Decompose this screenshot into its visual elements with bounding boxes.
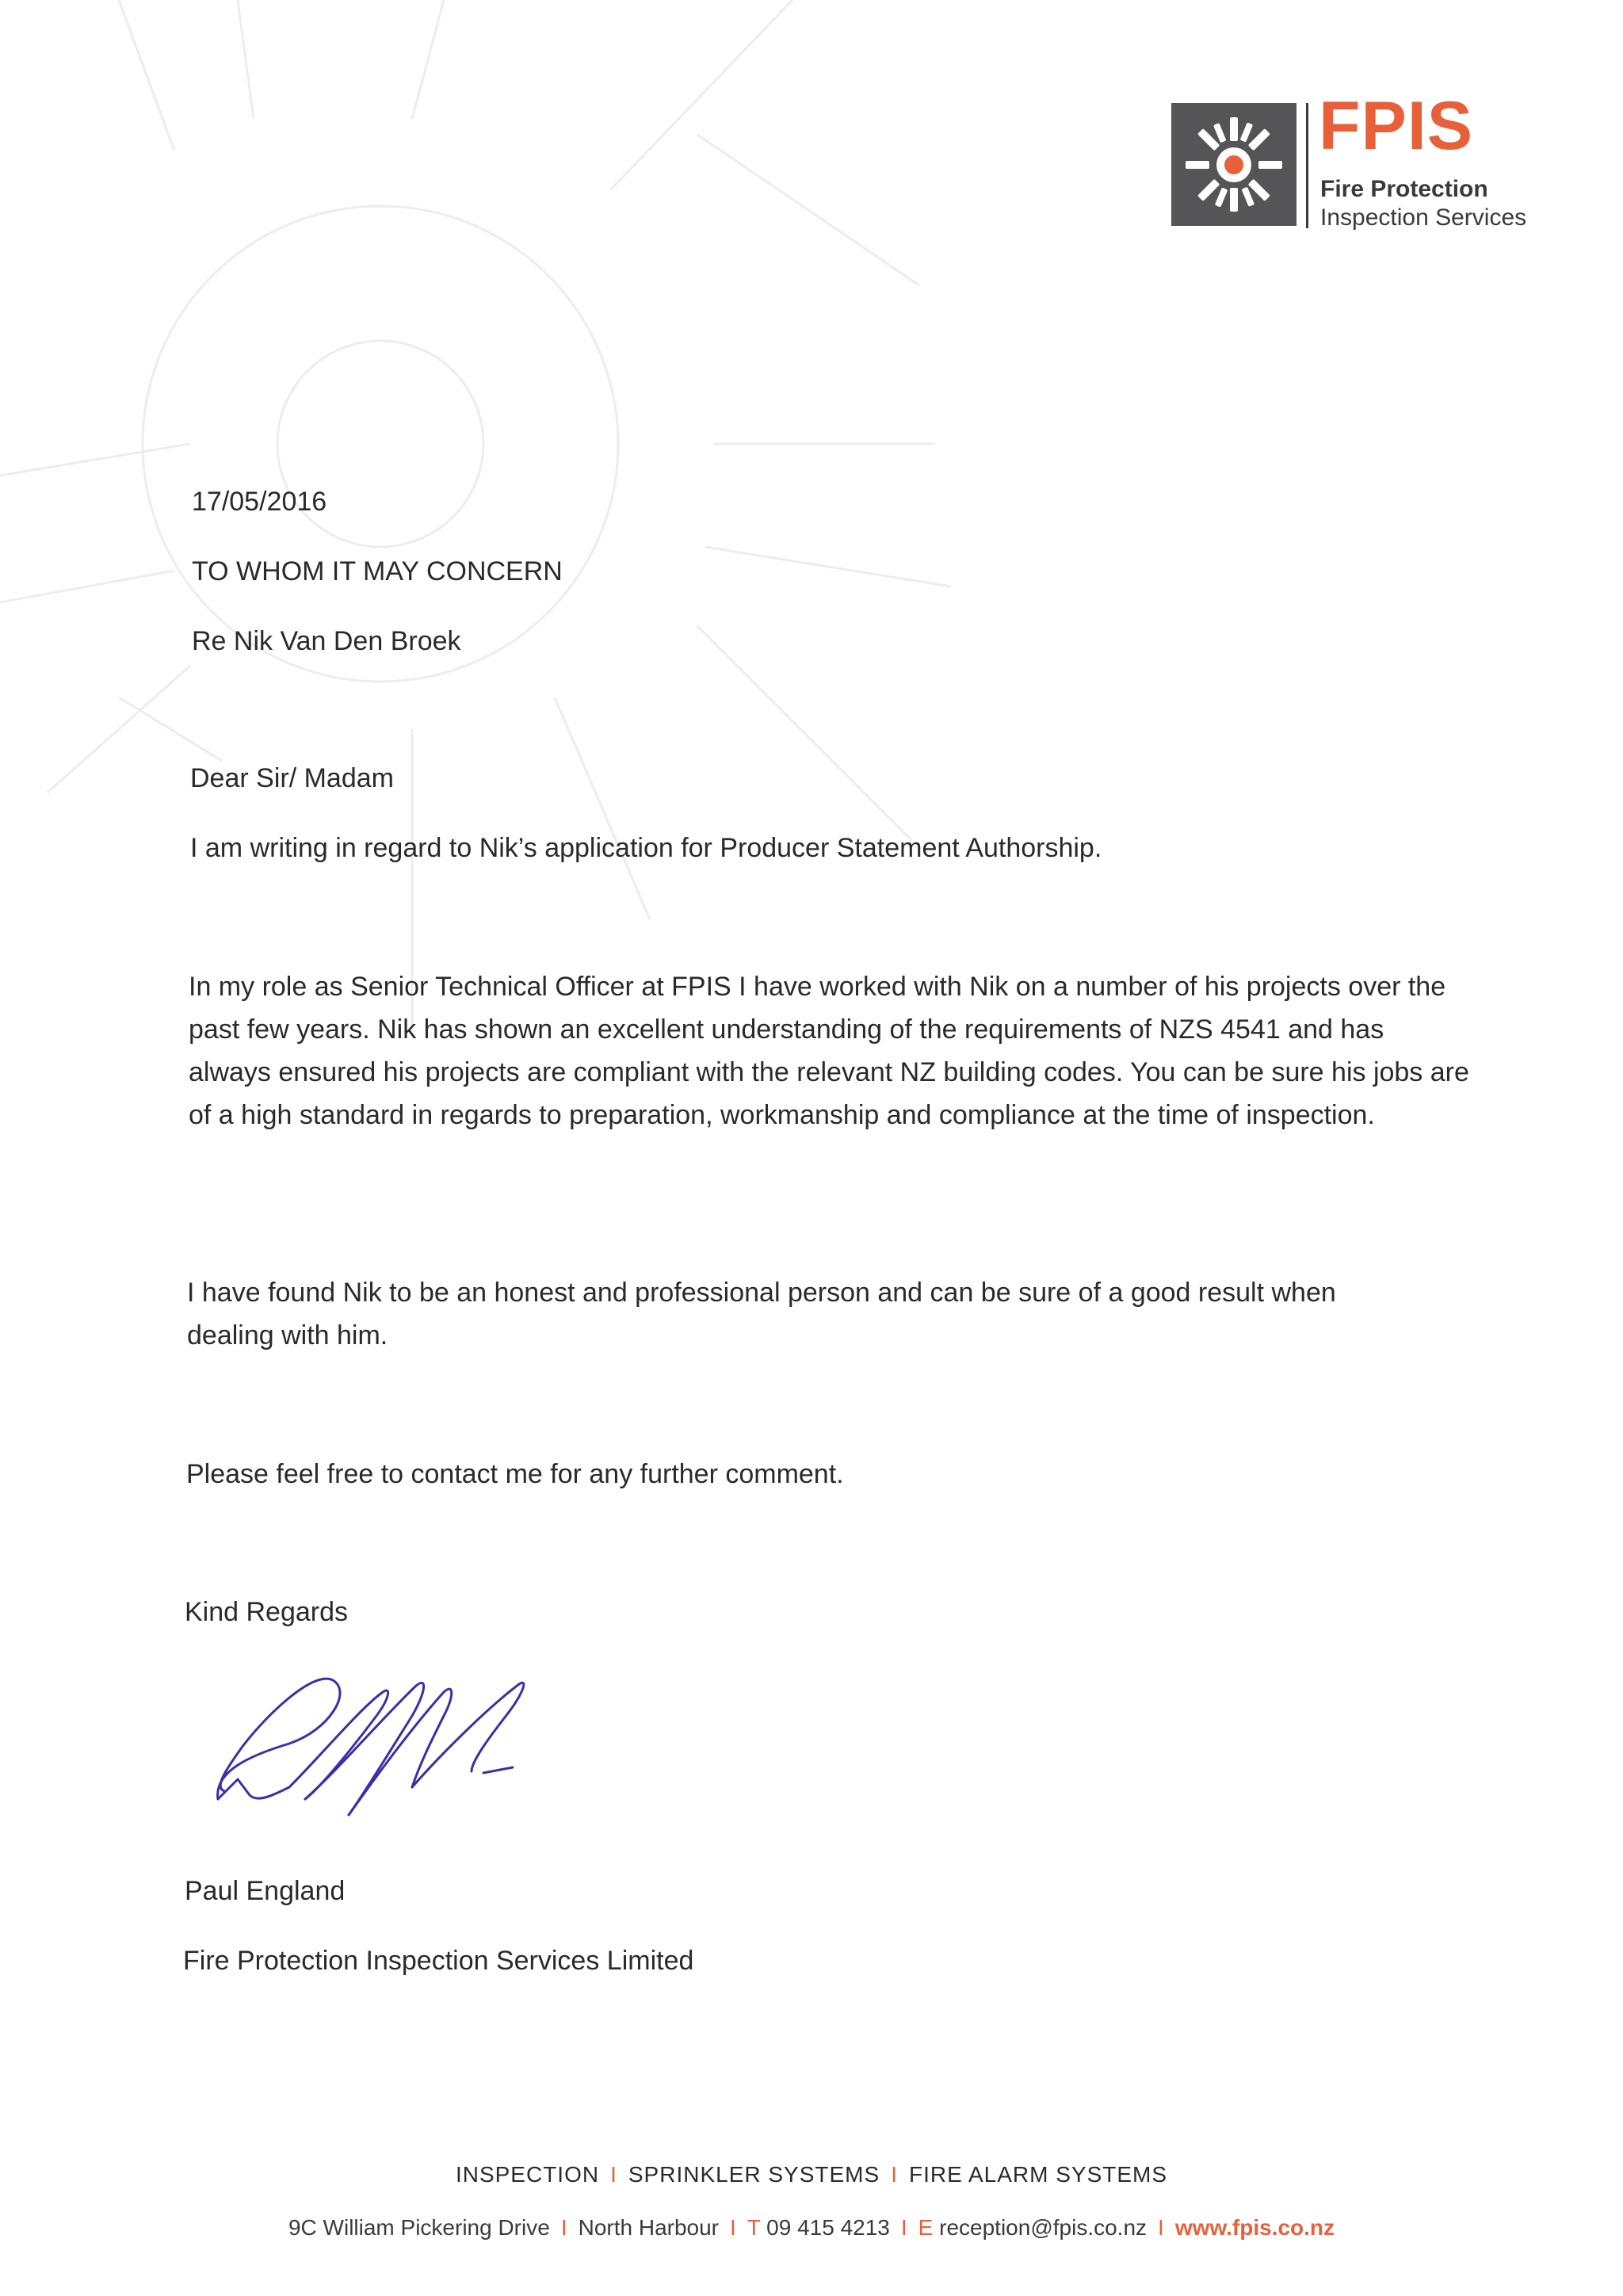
brand-tagline-line1: Fire Protection — [1320, 176, 1488, 202]
letter-body-paragraph-1: In my role as Senior Technical Officer at FPIS I have worked with Nik on a number of his projects over the past few years. Nik has shown an excellent understanding of the requirements of NZS 4541 and has always ensured his projects are compliant with the relevant NZ building codes. You can be sure his jobs are of a high standard in regards to preparation, workmanship and compliance at the time of inspection. — [189, 972, 1469, 1130]
letter-salutation: Dear Sir/ Madam — [190, 763, 394, 793]
logo-divider — [1306, 103, 1308, 228]
footer-separator: I — [900, 2215, 907, 2240]
background-watermark — [0, 0, 1030, 1030]
footer-suburb: North Harbour — [578, 2215, 719, 2240]
handwritten-signature — [202, 1660, 598, 1835]
letter-sign-off: Kind Regards — [185, 1597, 349, 1627]
brand-name: FPIS — [1319, 88, 1474, 164]
letter-body-paragraph-2: I have found Nik to be an honest and professional person and can be sure of a good result when dealing with him. — [187, 1278, 1336, 1350]
footer-website-link[interactable]: www.fpis.co.nz — [1174, 2215, 1335, 2240]
footer-separator: I — [560, 2215, 567, 2240]
letter-addressee: TO WHOM IT MAY CONCERN — [192, 556, 563, 586]
signatory-company: Fire Protection Inspection Services Limited — [183, 1946, 694, 1976]
letter-subject: Re Nik Van Den Broek — [192, 626, 461, 656]
footer-service-sprinkler: SPRINKLER SYSTEMS — [628, 2162, 880, 2187]
footer-address: 9C William Pickering Drive — [288, 2215, 550, 2240]
footer-separator: I — [891, 2162, 898, 2187]
signatory-name: Paul England — [185, 1876, 346, 1906]
footer-service-inspection: INSPECTION — [455, 2162, 600, 2187]
brand-tagline-line2: Inspection Services — [1320, 204, 1527, 231]
footer-email[interactable]: reception@fpis.co.nz — [939, 2215, 1148, 2240]
footer-email-prefix: E — [918, 2215, 934, 2240]
footer-separator: I — [610, 2162, 617, 2187]
letter-date: 17/05/2016 — [192, 487, 327, 517]
footer-phone-prefix: T — [747, 2215, 761, 2240]
footer-phone: 09 415 4213 — [766, 2215, 890, 2240]
fpis-sprinkler-icon — [1171, 103, 1296, 226]
footer-service-fire-alarm: FIRE ALARM SYSTEMS — [908, 2162, 1168, 2187]
letter-intro: I am writing in regard to Nik’s application for Producer Statement Authorship. — [190, 833, 1102, 863]
letter-closing-request: Please feel free to contact me for any further comment. — [186, 1459, 844, 1489]
footer-separator: I — [1158, 2215, 1164, 2240]
footer-contact — [0, 2215, 1623, 2241]
footer-separator: I — [730, 2215, 736, 2240]
company-logo — [1171, 88, 1528, 231]
footer-services — [0, 2162, 1623, 2187]
